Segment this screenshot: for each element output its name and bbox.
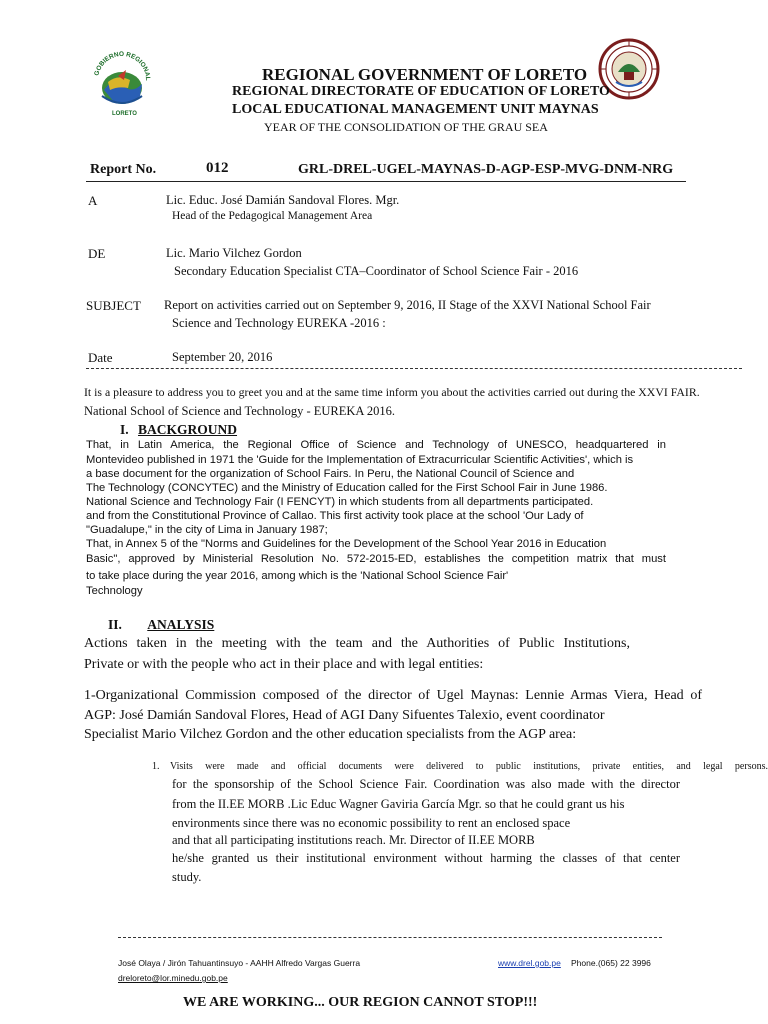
emblem-arc-text: GOBIERNO REGIONAL bbox=[93, 50, 152, 81]
background-line: to take place during the year 2016, among which is the 'National School Science Fair' bbox=[86, 570, 509, 582]
header-line-2: REGIONAL DIRECTORATE OF EDUCATION OF LORETO bbox=[232, 84, 610, 99]
from-label: DE bbox=[88, 246, 106, 261]
background-title: BACKGROUND bbox=[138, 422, 238, 437]
footer-phone: Phone.(065) 22 3996 bbox=[571, 958, 651, 968]
separator-line bbox=[86, 368, 742, 369]
report-number: 012 bbox=[206, 160, 229, 176]
list-item-line: and that all participating institutions reach. Mr. Director of II.EE MORB bbox=[172, 833, 535, 847]
date-value: September 20, 2016 bbox=[172, 350, 273, 364]
background-line: Technology bbox=[86, 585, 143, 597]
list-item-line: study. bbox=[172, 870, 202, 884]
list-item-line: from the II.EE MORB .Lic Educ Wagner Gaviria García Mgr. so that he could grant us his bbox=[172, 797, 625, 811]
list-item-number: 1. bbox=[152, 761, 160, 772]
analysis-line: Private or with the people who act in their place and with legal entities: bbox=[84, 657, 484, 672]
to-label: A bbox=[88, 193, 98, 208]
analysis-line: Specialist Mario Vilchez Gordon and the other education specialists from the AGP area: bbox=[84, 727, 577, 742]
from-name: Lic. Mario Vilchez Gordon bbox=[166, 246, 302, 260]
report-number-label: Report No. bbox=[90, 162, 157, 177]
intro-line-1: It is a pleasure to address you to greet you and at the same time inform you about the activities carried out during the XXVI FAIR. bbox=[84, 385, 700, 399]
header-line-1: REGIONAL GOVERNMENT OF LORETO bbox=[262, 65, 588, 84]
header-line-4: YEAR OF THE CONSOLIDATION OF THE GRAU SEA bbox=[264, 120, 548, 134]
background-line: Basic", approved by Ministerial Resolution No. 572-2015-ED, establishes the competition matrix that must bbox=[86, 553, 666, 565]
subject-line-2: Science and Technology EUREKA -2016 : bbox=[172, 316, 386, 330]
list-item-first-line: Visits were made and official documents were delivered to public institutions, private entities, and legal persons. bbox=[170, 761, 768, 772]
intro-line-2: National School of Science and Technology - EUREKA 2016. bbox=[84, 404, 395, 418]
list-item-line: he/she granted us their institutional environment without harming the classes of that center bbox=[172, 851, 680, 865]
regional-government-emblem-icon bbox=[88, 46, 156, 118]
background-numeral: I. bbox=[120, 422, 129, 437]
subject-line-1: Report on activities carried out on September 9, 2016, II Stage of the XXVI National School Fair bbox=[164, 298, 651, 312]
background-line: and from the Constitutional Province of Callao. This first activity took place at the school 'Our Lady of bbox=[86, 510, 584, 522]
report-underline bbox=[86, 181, 686, 182]
analysis-heading bbox=[108, 617, 214, 633]
background-line: Montevideo published in 1971 the 'Guide for the Implementation of Extracurricular Scientific Activities', which is bbox=[86, 454, 634, 466]
list-item-line: for the sponsorship of the School Science Fair. Coordination was also made with the director bbox=[172, 777, 680, 791]
footer-separator bbox=[118, 937, 662, 938]
footer-email-link[interactable]: dreloreto@lor.minedu.gob.pe bbox=[118, 973, 228, 983]
analysis-numeral: II. bbox=[108, 617, 122, 632]
to-name: Lic. Educ. José Damián Sandoval Flores. Mgr. bbox=[166, 193, 400, 207]
background-line: "Guadalupe," in the city of Lima in January 1987; bbox=[86, 524, 328, 536]
footer-website-link[interactable]: www.drel.gob.pe bbox=[498, 958, 561, 968]
date-label: Date bbox=[88, 350, 113, 365]
footer-slogan: WE ARE WORKING... OUR REGION CANNOT STOP!!! bbox=[183, 995, 538, 1010]
svg-text:LORETO: LORETO bbox=[112, 111, 137, 117]
analysis-line: 1-Organizational Commission composed of the director of Ugel Maynas: Lennie Armas Viera, Head of bbox=[84, 688, 702, 703]
background-line: That, in Latin America, the Regional Office of Science and Technology of UNESCO, headquartered in bbox=[86, 439, 666, 451]
background-line: That, in Annex 5 of the "Norms and Guidelines for the Development of the School Year 2016 in Education bbox=[86, 538, 607, 550]
analysis-line: AGP: José Damián Sandoval Flores, Head of AGI Dany Sifuentes Talexio, event coordinator bbox=[84, 708, 605, 723]
background-line: National Science and Technology Fair (I FENCYT) in which students from all departments participated. bbox=[86, 496, 594, 508]
analysis-line: Actions taken in the meeting with the team and the Authorities of Public Institutions, bbox=[84, 636, 630, 651]
header-line-3: LOCAL EDUCATIONAL MANAGEMENT UNIT MAYNAS bbox=[232, 102, 599, 117]
background-line: a base document for the organization of School Fairs. In Peru, the National Council of Science and bbox=[86, 468, 575, 480]
analysis-title: ANALYSIS bbox=[147, 617, 215, 632]
to-role: Head of the Pedagogical Management Area bbox=[172, 210, 373, 222]
background-line: The Technology (CONCYTEC) and the Ministry of Education called for the First School Fair in June 1986. bbox=[86, 482, 608, 494]
list-item-line: environments since there was no economic possibility to rent an enclosed space bbox=[172, 816, 571, 830]
footer-address: José Olaya / Jirón Tahuantinsuyo - AAHH Alfredo Vargas Guerra bbox=[118, 958, 361, 968]
report-code: GRL-DREL-UGEL-MAYNAS-D-AGP-ESP-MVG-DNM-NRG bbox=[298, 162, 674, 177]
background-heading bbox=[120, 422, 237, 438]
subject-label: SUBJECT bbox=[86, 298, 141, 313]
from-role: Secondary Education Specialist CTA–Coordinator of School Science Fair - 2016 bbox=[174, 264, 579, 278]
